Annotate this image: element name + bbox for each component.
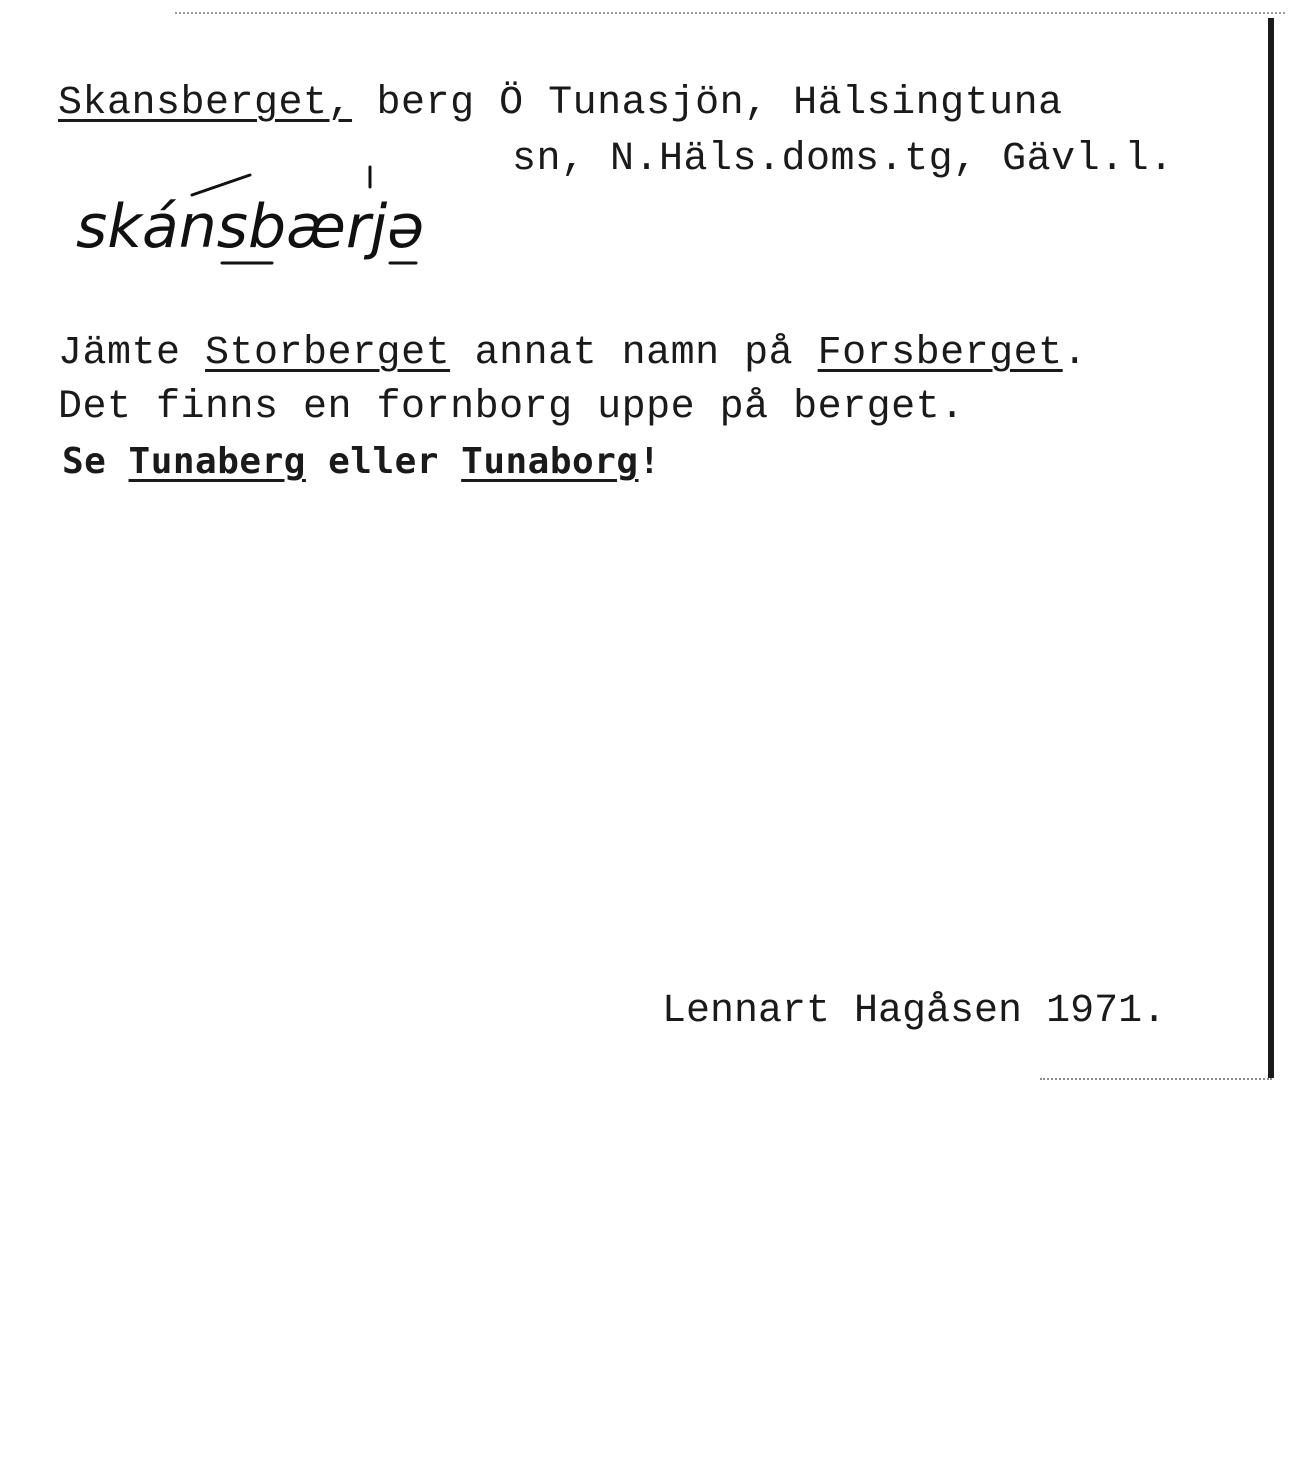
body-line1: Jämte Storberget annat namn på Forsberget. bbox=[58, 331, 1088, 376]
body-line3: Se Tunaberg eller Tunaborg! bbox=[62, 441, 661, 482]
description-line2: sn, N.Häls.doms.tg, Gävl.l. bbox=[512, 137, 1174, 182]
handwritten-pronunciation bbox=[72, 165, 512, 285]
card-top-edge bbox=[175, 12, 1285, 14]
card-bottom-edge bbox=[1040, 1078, 1272, 1080]
body-line2: Det finns en fornborg uppe på berget. bbox=[58, 385, 965, 430]
description-line1: berg Ö Tunasjön, Hälsingtuna bbox=[352, 81, 1063, 126]
pronunciation-text: skánsbærjə bbox=[76, 192, 425, 262]
entry-header-line1 bbox=[58, 80, 1063, 128]
headword: Skansberget, bbox=[58, 81, 353, 126]
signature: Lennart Hagåsen 1971. bbox=[662, 989, 1167, 1034]
link-tunaberg: Tunaberg bbox=[128, 441, 306, 482]
link-forsberget: Forsberget bbox=[817, 331, 1063, 376]
link-tunaborg: Tunaborg bbox=[461, 441, 639, 482]
link-storberget: Storberget bbox=[205, 331, 451, 376]
card-right-edge bbox=[1268, 18, 1274, 1078]
